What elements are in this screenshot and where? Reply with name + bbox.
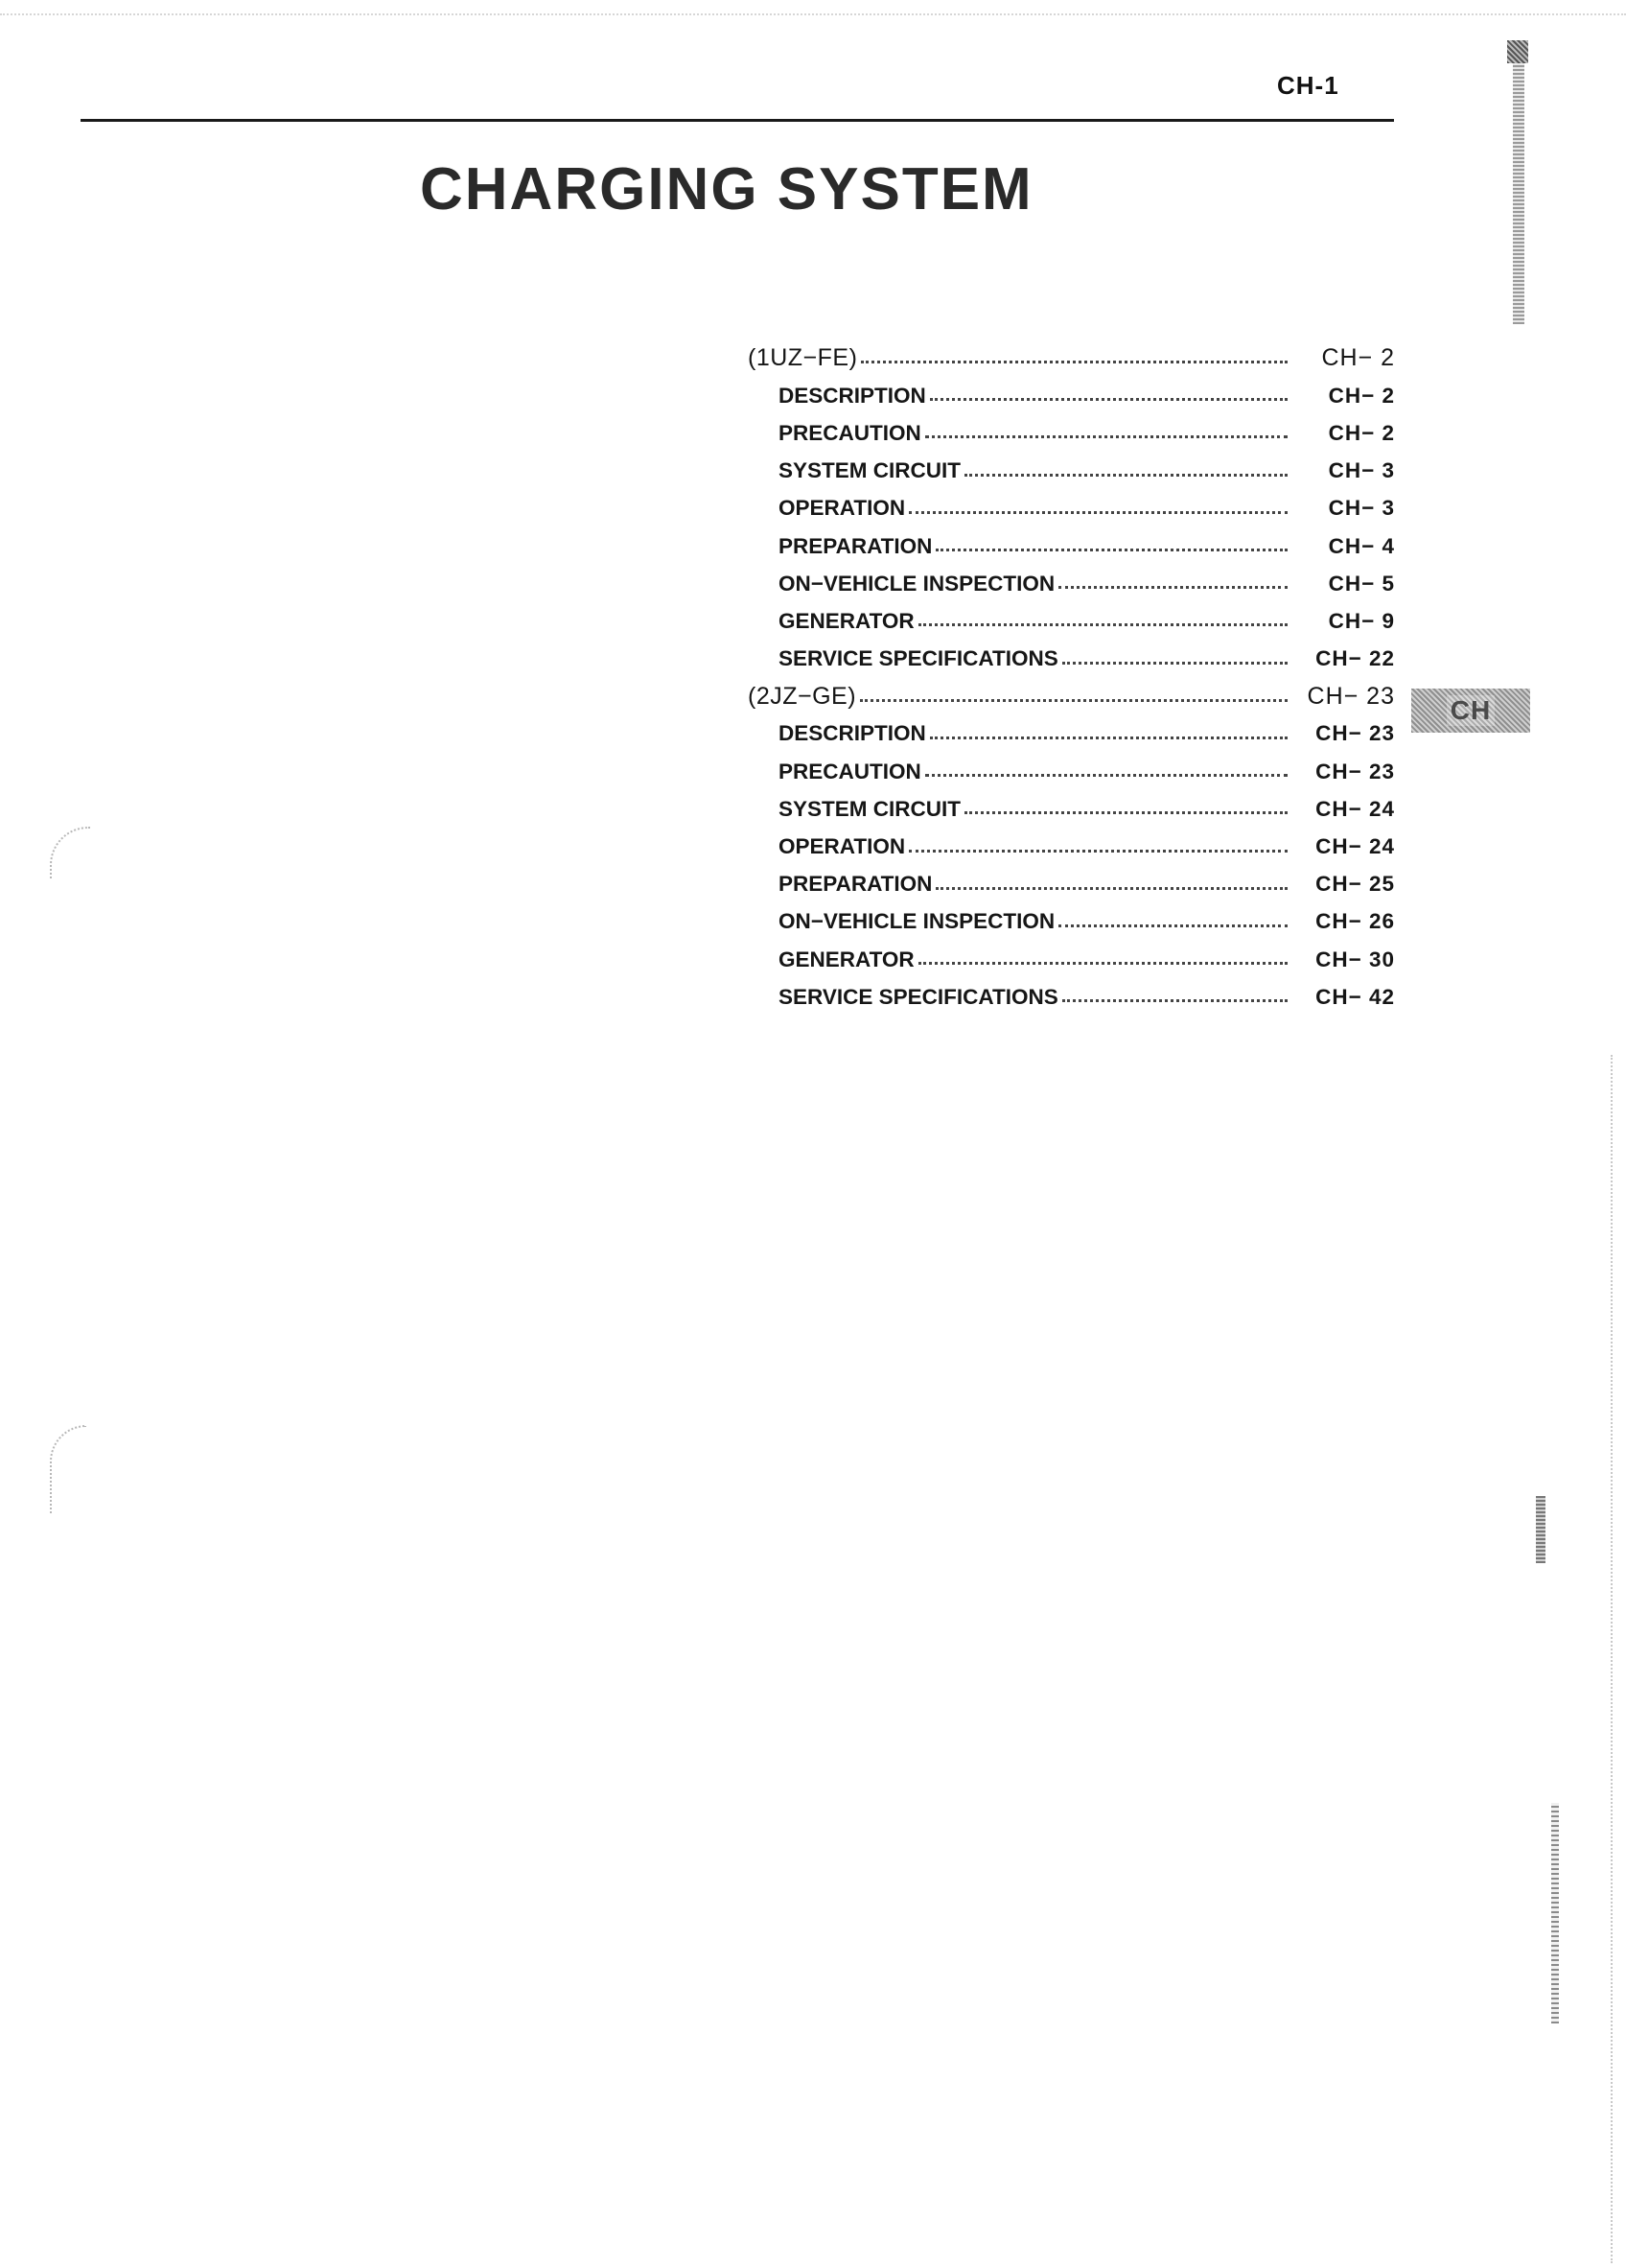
scan-curl-mark: [50, 827, 90, 878]
toc-entry-title: SERVICE SPECIFICATIONS: [778, 984, 1058, 1009]
toc-entry-page: CH− 30: [1315, 947, 1395, 971]
toc-entry-row[interactable]: [748, 602, 1395, 640]
toc-entry-row[interactable]: [748, 453, 1395, 490]
toc-dot-leader: [930, 737, 1288, 739]
toc-entry-title: DESCRIPTION: [778, 721, 926, 746]
toc-entry-row[interactable]: [748, 527, 1395, 565]
toc-group-row[interactable]: [748, 339, 1395, 377]
toc-entry-row[interactable]: [748, 828, 1395, 865]
scan-curl-mark: [50, 1425, 86, 1513]
toc-dot-leader: [936, 549, 1288, 551]
toc-dot-leader: [925, 774, 1288, 777]
toc-entry-row[interactable]: [748, 753, 1395, 790]
scan-edge-artifact-mid: [1536, 1496, 1545, 1563]
toc-entry-row[interactable]: [748, 490, 1395, 527]
toc-dot-leader: [909, 511, 1288, 514]
toc-entry-page: CH− 2: [1328, 383, 1395, 408]
toc-entry-page: CH− 24: [1315, 834, 1395, 859]
toc-entry-page: CH− 25: [1315, 872, 1395, 897]
toc-entry-page: CH− 23: [1315, 721, 1395, 746]
toc-entry-title: ON−VEHICLE INSPECTION: [778, 571, 1056, 596]
scan-edge-artifact-top: [1513, 40, 1524, 324]
toc-dot-leader: [930, 398, 1288, 401]
toc-dot-leader: [1058, 586, 1288, 589]
toc-entry-title: SYSTEM CIRCUIT: [778, 458, 962, 483]
toc-entry-page: CH− 2: [1321, 344, 1395, 372]
toc-entry-page: CH− 3: [1328, 458, 1395, 483]
toc-entry-title: PRECAUTION: [778, 420, 921, 445]
toc-dot-leader: [936, 887, 1288, 890]
toc-entry-title: (1UZ−FE): [748, 344, 858, 372]
toc-group-row[interactable]: [748, 678, 1395, 715]
toc-dot-leader: [1062, 662, 1288, 665]
toc-entry-row[interactable]: [748, 790, 1395, 828]
toc-entry-title: OPERATION: [778, 834, 906, 859]
page-number: CH-1: [1277, 71, 1339, 100]
scan-edge-dots: [1611, 1055, 1613, 2263]
toc-entry-page: CH− 2: [1328, 420, 1395, 445]
toc-entry-title: GENERATOR: [778, 947, 915, 971]
toc-dot-leader: [860, 699, 1288, 702]
toc-entry-page: CH− 42: [1315, 984, 1395, 1009]
toc-entry-title: PRECAUTION: [778, 759, 921, 783]
table-of-contents: [748, 339, 1395, 1016]
toc-dot-leader: [925, 435, 1288, 438]
toc-entry-title: (2JZ−GE): [748, 682, 857, 710]
toc-entry-row[interactable]: [748, 565, 1395, 602]
toc-dot-leader: [861, 361, 1288, 363]
header-rule: [81, 119, 1394, 122]
toc-dot-leader: [909, 850, 1288, 853]
toc-dot-leader: [964, 811, 1288, 814]
toc-entry-row[interactable]: [748, 978, 1395, 1016]
toc-entry-page: CH− 23: [1315, 759, 1395, 783]
scan-edge-speckle: [0, 13, 1626, 15]
toc-entry-title: SYSTEM CIRCUIT: [778, 796, 962, 821]
toc-entry-page: CH− 26: [1315, 909, 1395, 934]
toc-entry-title: OPERATION: [778, 496, 906, 521]
toc-entry-page: CH− 3: [1328, 496, 1395, 521]
chapter-title: CHARGING SYSTEM: [420, 156, 1034, 222]
toc-entry-page: CH− 5: [1328, 571, 1395, 596]
scan-edge-artifact-low: [1551, 1803, 1559, 2023]
section-tab[interactable]: [1411, 689, 1530, 733]
toc-entry-row[interactable]: [748, 941, 1395, 978]
toc-entry-row[interactable]: [748, 903, 1395, 941]
toc-dot-leader: [964, 474, 1288, 477]
toc-dot-leader: [918, 962, 1288, 965]
toc-entry-title: SERVICE SPECIFICATIONS: [778, 646, 1058, 671]
toc-entry-page: CH− 24: [1315, 796, 1395, 821]
toc-entry-row[interactable]: [748, 377, 1395, 414]
toc-entry-title: ON−VEHICLE INSPECTION: [778, 909, 1056, 934]
toc-entry-page: CH− 4: [1328, 533, 1395, 558]
toc-entry-row[interactable]: [748, 641, 1395, 678]
toc-entry-page: CH− 23: [1307, 682, 1395, 710]
toc-entry-title: DESCRIPTION: [778, 383, 926, 408]
toc-entry-page: CH− 22: [1315, 646, 1395, 671]
toc-entry-title: PREPARATION: [778, 872, 933, 897]
toc-dot-leader: [1058, 924, 1288, 927]
toc-entry-page: CH− 9: [1328, 608, 1395, 633]
toc-dot-leader: [1062, 999, 1288, 1002]
toc-dot-leader: [918, 623, 1288, 626]
section-tab-label: CH: [1447, 695, 1495, 726]
toc-entry-title: PREPARATION: [778, 533, 933, 558]
toc-entry-row[interactable]: [748, 866, 1395, 903]
toc-entry-title: GENERATOR: [778, 608, 915, 633]
toc-entry-row[interactable]: [748, 414, 1395, 452]
toc-entry-row[interactable]: [748, 715, 1395, 753]
